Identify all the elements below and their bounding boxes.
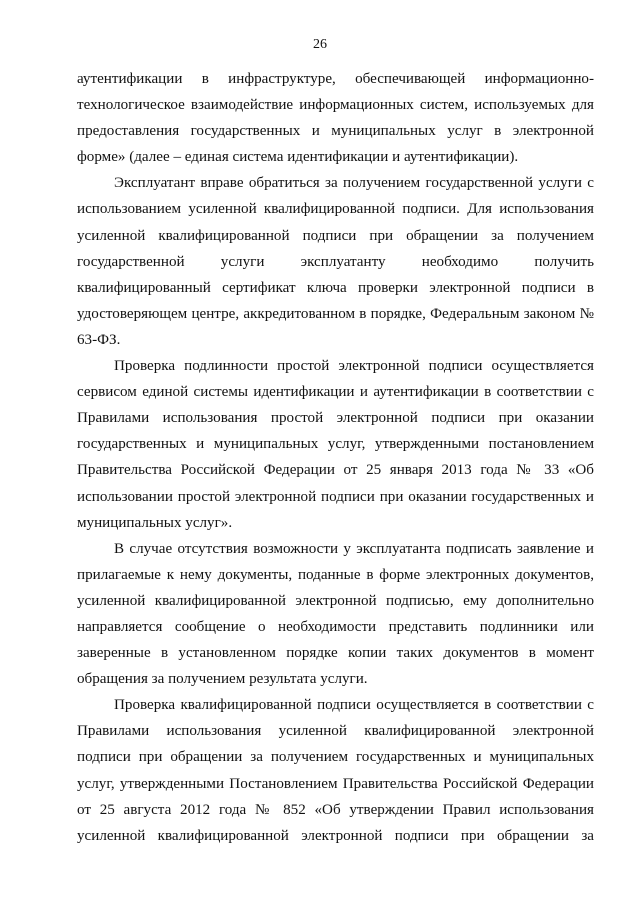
document-body	[77, 66, 594, 849]
paragraph-simple-signature-check: Проверка подлинности простой электронной подписи осуществляется сервисом единой системы идентификации и аутентификации в соответствии с Правилами использования простой электронной подписи при оказании государственных и муниципальных услуг, утвержденными постановлением Правительства Российской Федерации от 25 января 2013 года № 33 «Об использовании простой электронной подписи при оказании государственных и муниципальных услуг».	[77, 358, 594, 531]
paragraph-qualified-signature-check: Проверка квалифицированной подписи осуществляется в соответствии с Правилами использования усиленной квалифицированной электронной подписи при обращении за получением государственных и муниципальных услуг, утвержденными Постановлением Правительства Российской Федерации от 25 августа 2012 года № 852 «Об утверждении Правил использования усиленной квалифицированной электронной подписи при обращении за	[77, 697, 594, 844]
page-number: 26	[313, 37, 327, 52]
paragraph-continuation: аутентификации в инфраструктуре, обеспечивающей информационно-технологическое взаимодействие информационных систем, используемых для предоставления государственных и муниципальных услуг в электронной форме» (далее – единая система идентификации и аутентификации).	[77, 71, 594, 166]
paragraph-signature-unavailable: В случае отсутствия возможности у эксплуатанта подписать заявление и прилагаемые к нему документы, поданные в форме электронных документов, усиленной квалифицированной электронной подписью, ему дополнительно направляется сообщение о необходимости представить подлинники или заверенные в установленном порядке копии таких документов в момент обращения за получением результата услуги.	[77, 540, 594, 688]
paragraph-qualified-signature-usage: Эксплуатант вправе обратиться за получением государственной услуги с использованием усиленной квалифицированной подписи. Для использования усиленной квалифицированной подписи при обращении за получением государственной услуги эксплуатанту необходимо получить квалифицированный сертификат ключа проверки электронной подписи в удостоверяющем центре, аккредитованном в порядке, Федеральным законом № 63-ФЗ.	[77, 175, 594, 348]
